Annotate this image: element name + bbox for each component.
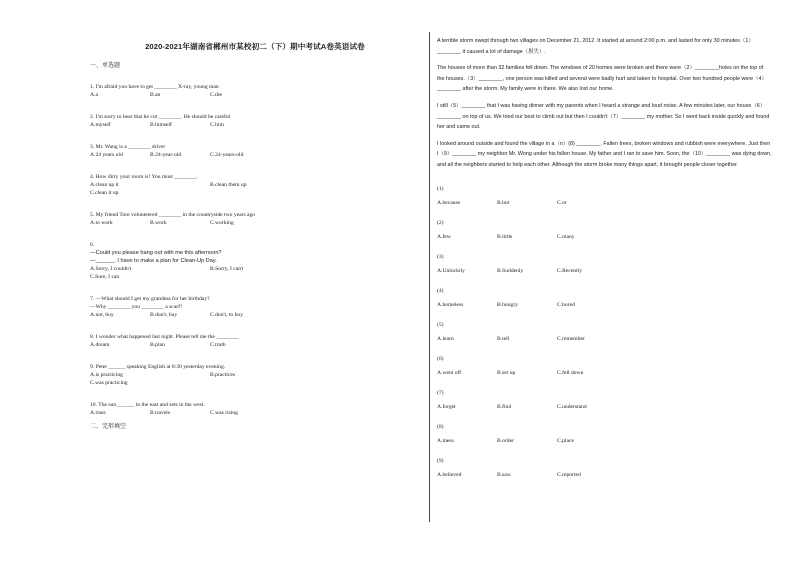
question-5 — [90, 211, 420, 227]
section-cloze-heading: 二、完形填空 — [90, 424, 127, 430]
option-a: A.rises — [90, 410, 106, 416]
passage-paragraph: A terrible storm swept through two villages on December 21, 2012. It started at around 2:00 p.m. and lasted for only 30 minutes（1）________ it caused a lot of damage（损失）. — [437, 38, 754, 55]
option-a: A.24 years old — [90, 152, 123, 158]
option-c: C.him — [210, 122, 224, 128]
option-a: A.mess — [437, 437, 454, 444]
option-c: C.24-years-old — [210, 152, 244, 158]
cloze-question-9 — [437, 457, 772, 479]
question-stem: 9. Peter ______ speaking English at 8:30 yesterday evening. — [90, 364, 226, 370]
cloze-number: (2) — [437, 219, 444, 226]
option-c: C.remember — [557, 335, 585, 342]
question-dialog-line: —Why ________ you ________ a scarf? — [90, 304, 183, 310]
cloze-options — [437, 403, 772, 411]
option-b: B.travels — [150, 410, 171, 416]
option-c: C.or — [557, 199, 567, 206]
option-b: B.hungry — [497, 301, 518, 308]
question-options — [90, 371, 420, 379]
passage-paragraph: I looked around outside and found the village in a（n）(8) ________. Fallen trees, broken windows and rubbish were everywhere. Just then I（9）________ my neighbor Mr. Wong under his fallen house. My father and I ran to save him. Soon, the（10）________ was dying down, and all the neighbors started to help each other. Although the storm broke many things apart, it brought people closer together. — [437, 140, 772, 168]
question-stem: 3. Mr. Wang is a ________ driver — [90, 144, 166, 150]
question-options — [90, 409, 420, 417]
question-stem: 7. —What should I get my grandma for her birthday? — [90, 296, 210, 302]
right-column — [437, 36, 772, 491]
left-column — [90, 36, 420, 444]
option-b: B.little — [497, 233, 513, 240]
question-options — [90, 341, 420, 349]
option-a: A.Unluckily — [437, 267, 465, 274]
option-b: B.24-year-old — [150, 152, 182, 158]
cloze-number: (6) — [437, 355, 444, 362]
option-c: C.don't, to buy — [210, 312, 244, 318]
cloze-options — [437, 335, 772, 343]
passage-paragraph: The houses of more than 32 families fell down. The windows of 20 homes were broken and there were（2）________holes on the top of the houses.（3）________, one person was killed and several were badly hurt and taken to hospital. Over two hundred people were（4）________ after the storm. My family were in there. We also lost our home. — [437, 65, 767, 93]
option-c: C.reported — [557, 471, 581, 478]
question-stem: 6. — [90, 242, 95, 248]
option-b: B.saw — [497, 471, 511, 478]
cloze-number: (8) — [437, 423, 444, 430]
option-c: C.truth — [210, 342, 226, 348]
question-options — [90, 121, 420, 129]
option-b: B.an — [150, 92, 161, 98]
option-b: B.work — [150, 220, 167, 226]
option-b: B.himself — [150, 122, 172, 128]
option-b: B.don't, buy — [150, 312, 178, 318]
option-c: C.was rising — [210, 410, 238, 416]
option-b: B.find — [497, 403, 512, 410]
option-c: C.understand — [557, 403, 587, 410]
cloze-options — [437, 199, 772, 207]
option-b: B.clean them up — [210, 182, 247, 188]
option-a: A.went off — [437, 369, 462, 376]
question-2 — [90, 113, 420, 129]
question-stem: 4. How dirty your room is! You must ________. — [90, 174, 198, 180]
question-1 — [90, 83, 420, 99]
option-c: C.place — [557, 437, 574, 444]
question-7 — [90, 295, 420, 319]
option-c: C.clean it up — [90, 190, 119, 196]
cloze-options — [437, 301, 772, 309]
question-10 — [90, 401, 420, 417]
option-a: A.a — [90, 92, 98, 98]
option-a: A.believed — [437, 471, 462, 478]
option-a: A.clean up it — [90, 182, 119, 188]
cloze-options — [437, 471, 772, 479]
column-divider — [429, 32, 430, 522]
option-b: B.practices — [210, 372, 236, 378]
cloze-number: (4) — [437, 287, 444, 294]
option-a: A.because — [437, 199, 461, 206]
section-single-choice-heading: 一、单选题 — [90, 63, 121, 69]
cloze-options — [437, 369, 772, 377]
cloze-number: (1) — [437, 185, 444, 192]
question-options — [90, 151, 420, 159]
option-c: C.the — [210, 92, 222, 98]
cloze-options — [437, 437, 772, 445]
option-c: C.Recently — [557, 267, 583, 274]
cloze-question-6 — [437, 355, 772, 377]
cloze-question-8 — [437, 423, 772, 445]
cloze-number: (5) — [437, 321, 444, 328]
cloze-options — [437, 233, 772, 241]
cloze-question-7 — [437, 389, 772, 411]
option-b: B.Sorry, I can't — [210, 266, 244, 272]
exam-title: 2020-2021年湖南省郴州市某校初二（下）期中考试A卷英语试卷 — [145, 42, 365, 51]
option-c: C.working — [210, 220, 234, 226]
option-a: A.is practicing — [90, 372, 123, 378]
option-a: A.few — [437, 233, 451, 240]
question-stem: 10. The sun ______ in the east and sets in the west. — [90, 402, 205, 408]
option-a: A.homeless — [437, 301, 464, 308]
question-4 — [90, 173, 420, 197]
option-a: A.dream — [90, 342, 110, 348]
option-b: B.Suddenly — [497, 267, 524, 274]
cloze-number: (7) — [437, 389, 444, 396]
passage-paragraph: I still（5）________ that I was having dinner with my parents when I heard a strange and loud noise. A few minutes later, our house（6）________ on top of us. We tried our best to climb out but then I couldn't（7）________ my mother. So I went back inside quickly and found her and came out. — [437, 102, 770, 131]
option-b: B.tell — [497, 335, 510, 342]
question-options — [90, 219, 420, 227]
option-b: B.set up — [497, 369, 516, 376]
question-stem: 8. I wonder what happened last night. Please tell me the ________ — [90, 334, 239, 340]
cloze-question-5 — [437, 321, 772, 343]
cloze-question-1 — [437, 185, 772, 207]
question-dialog-line: —______. I have to make a plan for Clean-Up Day. — [90, 258, 217, 264]
question-dialog-line: —Could you please hang out with me this afternoon? — [90, 250, 222, 256]
option-a: A.not, buy — [90, 312, 114, 318]
question-options — [90, 265, 420, 273]
cloze-question-4 — [437, 287, 772, 309]
question-options — [90, 181, 420, 189]
option-b: B.but — [497, 199, 510, 206]
cloze-options — [437, 267, 772, 275]
option-b: B.plan — [150, 342, 165, 348]
question-9 — [90, 363, 420, 387]
option-a: A.to work — [90, 220, 113, 226]
cloze-question-2 — [437, 219, 772, 241]
question-options — [90, 91, 420, 99]
option-c: C.Sure, I can — [90, 274, 120, 280]
question-stem: 2. I'm sorry to hear that he cut ________. He should be careful — [90, 114, 231, 120]
question-3 — [90, 143, 420, 159]
cloze-number: (3) — [437, 253, 444, 260]
option-b: B.order — [497, 437, 514, 444]
option-a: A.myself — [90, 122, 111, 128]
option-a: A.forget — [437, 403, 456, 410]
question-stem: 5. My friend Tom volunteered ________ in the countryside two years ago — [90, 212, 256, 218]
option-c: C.was practicing — [90, 380, 128, 386]
option-c: C.bored — [557, 301, 575, 308]
question-6 — [90, 241, 420, 281]
option-c: C.fell down — [557, 369, 584, 376]
question-options — [90, 311, 420, 319]
cloze-question-3 — [437, 253, 772, 275]
option-a: A.Sorry, I couldn't — [90, 266, 132, 272]
question-stem: 1. I'm afraid you have to get ________ X-ray, young man — [90, 84, 219, 90]
option-c: C.many — [557, 233, 575, 240]
option-a: A.learn — [437, 335, 454, 342]
question-8 — [90, 333, 420, 349]
cloze-number: (9) — [437, 457, 444, 464]
